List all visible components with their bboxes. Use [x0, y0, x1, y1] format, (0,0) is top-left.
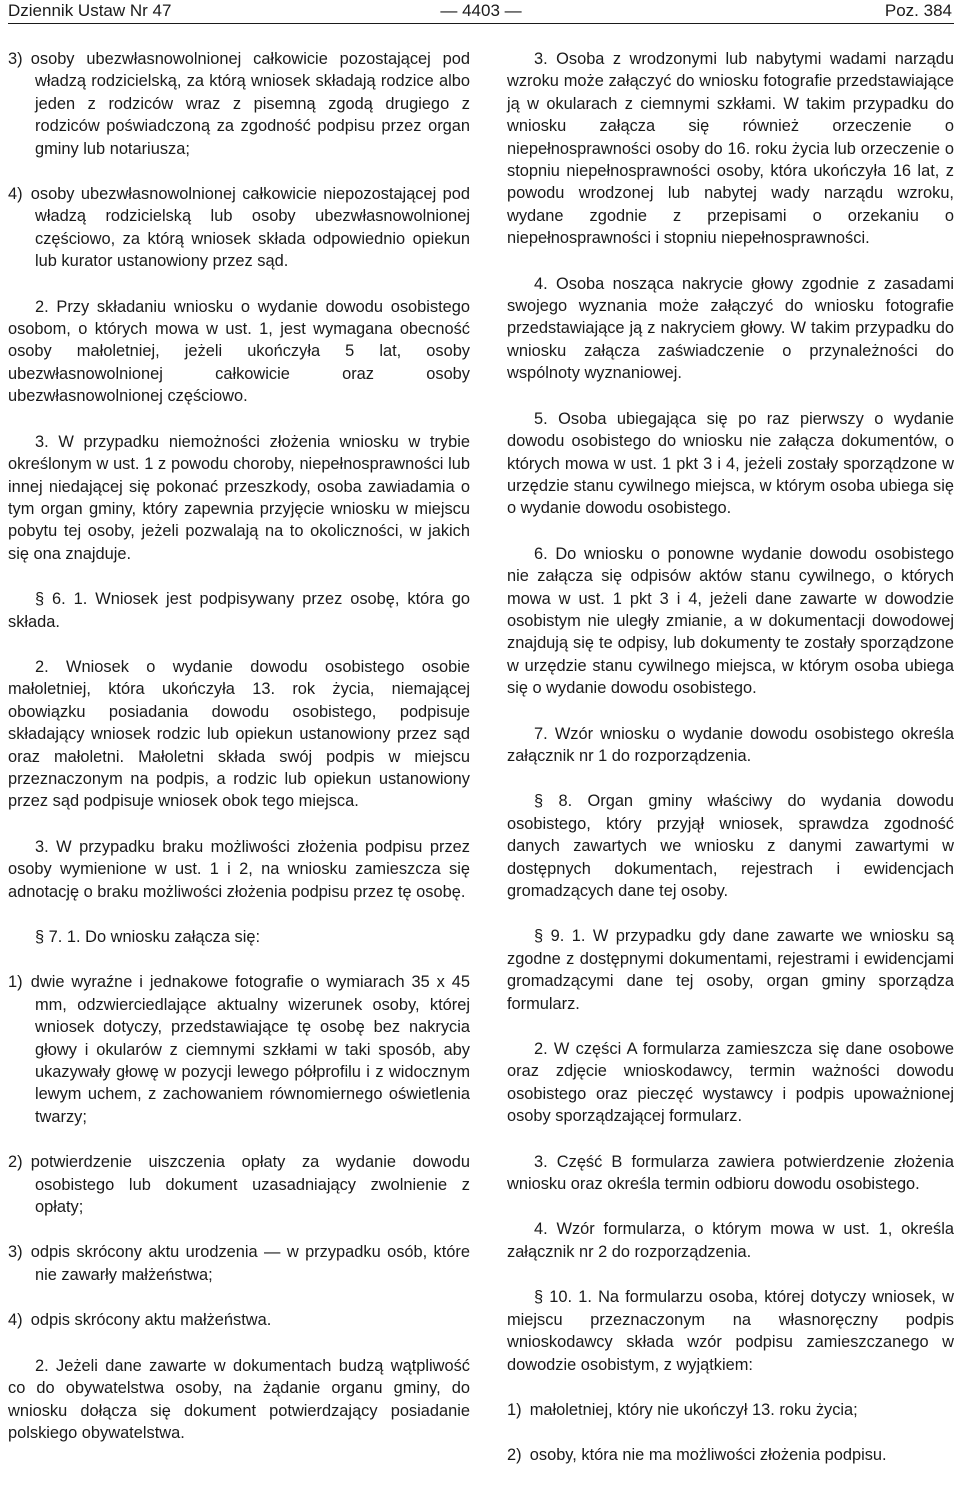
- right-column: [507, 48, 954, 1490]
- paragraph: 7. Wzór wniosku o wydanie dowodu osobistego określa załącznik nr 1 do rozporządzenia.: [507, 724, 954, 765]
- paragraph: 4. Wzór formularza, o którym mowa w ust. 1, określa załącznik nr 2 do rozporządzenia.: [507, 1220, 954, 1261]
- list-item: 2) osoby, która nie ma możliwości złożenia podpisu.: [507, 1446, 887, 1465]
- list-item: 1) dwie wyraźne i jednakowe fotografie o wymiarach 35 x 45 mm, odzwierciedlające aktualny wizerunek osoby, której wniosek dotyczy, przedstawiające tę osobę bez nakrycia głowy i okularów z ciemnymi szkłami w taki sposób, aby ukazywały głowę w pozycji lewego półprofilu i z widocznym lewym uchem, z zachowaniem równomiernego oświetlenia twarzy;: [8, 973, 470, 1126]
- position-number: Poz. 384: [884, 1, 952, 20]
- paragraph: § 8. Organ gminy właściwy do wydania dowodu osobistego, który przyjął wniosek, sprawdza zgodność danych zawartych we wniosku z danymi zawartymi w dostępnych dokumentach, rejestrach i ewidencjach gromadzących dane tej osoby.: [507, 792, 954, 900]
- list-item: 1) małoletniej, który nie ukończył 13. roku życia;: [507, 1400, 858, 1419]
- paragraph: 2. Wniosek o wydanie dowodu osobistego osobie małoletniej, która ukończyła 13. rok życia, niemającej obowiązku posiadania dowodu osobistego, podpisuje składający wniosek rodzic lub opiekun ustanowiony przez sąd oraz małoletni. Małoletni składa swój podpis w miejscu przeznaczonym na podpis, a rodzic lub opiekun ustanowiony przez sąd podpisuje wniosek obok tego miejsca.: [8, 657, 470, 811]
- paragraph: 3. Osoba z wrodzonymi lub nabytymi wadami narządu wzroku może załączyć do wniosku fotografie przedstawiające ją w okularach z ciemnymi szkłami. W takim przypadku do wniosku załącza się również orzeczenie o niepełnosprawności osoby do 16. roku życia lub orzeczenie o stopniu niepełnosprawności osoby, która ukończyła 16 lat, z powodu wrodzonej lub nabytej wady narządu wzroku, wydane zgodnie z przepisami o orzekaniu o niepełnosprawności i stopniu niepełnosprawności.: [507, 50, 954, 248]
- paragraph: § 9. 1. W przypadku gdy dane zawarte we wniosku są zgodne z dostępnymi dokumentami, rejestrami i ewidencjami gromadzącymi dane tej osoby, organ gminy sporządza formularz.: [507, 927, 954, 1013]
- list-item: 2) potwierdzenie uiszczenia opłaty za wydanie dowodu osobistego lub dokument uzasadniający zwolnienie z opłaty;: [8, 1153, 470, 1217]
- list-item: 3) odpis skrócony aktu urodzenia — w przypadku osób, które nie zawarły małżeństwa;: [8, 1243, 470, 1284]
- left-column: [8, 48, 470, 1490]
- paragraph: 3. W przypadku niemożności złożenia wniosku w trybie określonym w ust. 1 z powodu choroby, niepełnosprawności lub innej niedającej się pokonać przeszkody, osoba zawiadamia o tym organ gminy, który zapewnia przyjęcie wniosku w miejscu pobytu tej osoby, jeżeli pozwalają na to okoliczności, w jakich się ona znajduje.: [8, 432, 470, 563]
- paragraph: 2. Przy składaniu wniosku o wydanie dowodu osobistego osobom, o których mowa w ust. 1, jest wymagana obecność osoby małoletniej, jeżeli ukończyła 5 lat, osoby ubezwłasnowolnionej całkowicie oraz osoby ubezwłasnowolnionej częściowo.: [8, 297, 470, 406]
- list-item: 4) odpis skrócony aktu małżeństwa.: [8, 1311, 272, 1330]
- paragraph: 5. Osoba ubiegająca się po raz pierwszy o wydanie dowodu osobistego do wniosku nie załącza dokumentów, o których mowa w ust. 1 pkt 3 i 4, jeżeli zostały sporządzone w urzędzie stanu cywilnego miejsca, w którym osoba ubiega się o wydanie dowodu osobistego.: [507, 409, 954, 518]
- list-item: 4) osoby ubezwłasnowolnionej całkowicie niepozostającej pod władzą rodzicielską lub osoby ubezwłasnowolnionej częściowo, za którą wniosek składa odpowiednio opiekun lub kurator ustanowiony przez sąd.: [8, 185, 470, 271]
- paragraph: 2. Jeżeli dane zawarte w dokumentach budzą wątpliwość co do obywatelstwa osoby, na żądanie organu gminy, do wniosku dołącza się dokument potwierdzający posiadanie polskiego obywatelstwa.: [8, 1356, 470, 1442]
- page-number: — 4403 —: [440, 1, 522, 20]
- text-columns: [8, 48, 954, 1490]
- paragraph: 3. W przypadku braku możliwości złożenia podpisu przez osoby wymienione w ust. 1 i 2, na wniosku zamieszcza się adnotację o braku możliwości złożenia podpisu przez tę osobę.: [8, 837, 470, 901]
- page-header: [8, 1, 954, 24]
- paragraph: § 10. 1. Na formularzu osoba, której dotyczy wniosek, w miejscu przeznaczonym na własnoręczny podpis wnioskodawcy składa wzór podpisu zamieszczanego w dowodzie osobistym, z wyjątkiem:: [507, 1288, 954, 1374]
- paragraph: 4. Osoba nosząca nakrycie głowy zgodnie z zasadami swojego wyznania może załączyć do wniosku fotografie przedstawiające ją z nakryciem głowy. W takim przypadku do wniosku załącza zaświadczenie o przynależności do wspólnoty wyznaniowej.: [507, 274, 954, 383]
- paragraph: 6. Do wniosku o ponowne wydanie dowodu osobistego nie załącza się odpisów aktów stanu cywilnego, o których mowa w ust. 1 pkt 3 i 4, jeżeli dane zawarte w dowodzie osobistym nie uległy zmianie, a w dokumentacji dowodowej znajdują się te odpisy, lub dokumenty te zostały sporządzone w urzędzie stanu cywilnego miejsca, w którym osoba ubiega się o wydanie dowodu osobistego.: [507, 544, 954, 698]
- paragraph: 3. Część B formularza zawiera potwierdzenie złożenia wniosku oraz określa termin odbioru dowodu osobistego.: [507, 1152, 954, 1194]
- journal-title: Dziennik Ustaw Nr 47: [8, 1, 172, 20]
- paragraph: § 6. 1. Wniosek jest podpisywany przez osobę, która go składa.: [8, 590, 470, 631]
- list-item: 3) osoby ubezwłasnowolnionej całkowicie pozostającej pod władzą rodzicielską, za którą wniosek składają rodzice albo jeden z rodziców wraz z pisemną zgodą drugiego z rodziców poświadczoną za zgodność podpisu przez organ gminy lub notariusza;: [8, 50, 470, 158]
- document-page: [0, 1, 960, 1465]
- paragraph: § 7. 1. Do wniosku załącza się:: [35, 928, 261, 946]
- paragraph: 2. W części A formularza zamieszcza się dane osobowe oraz zdjęcie wnioskodawcy, termin ważności dowodu osobistego oraz pieczęć wystawcy i podpis upoważnionej osoby sporządzającej formularz.: [507, 1040, 954, 1126]
